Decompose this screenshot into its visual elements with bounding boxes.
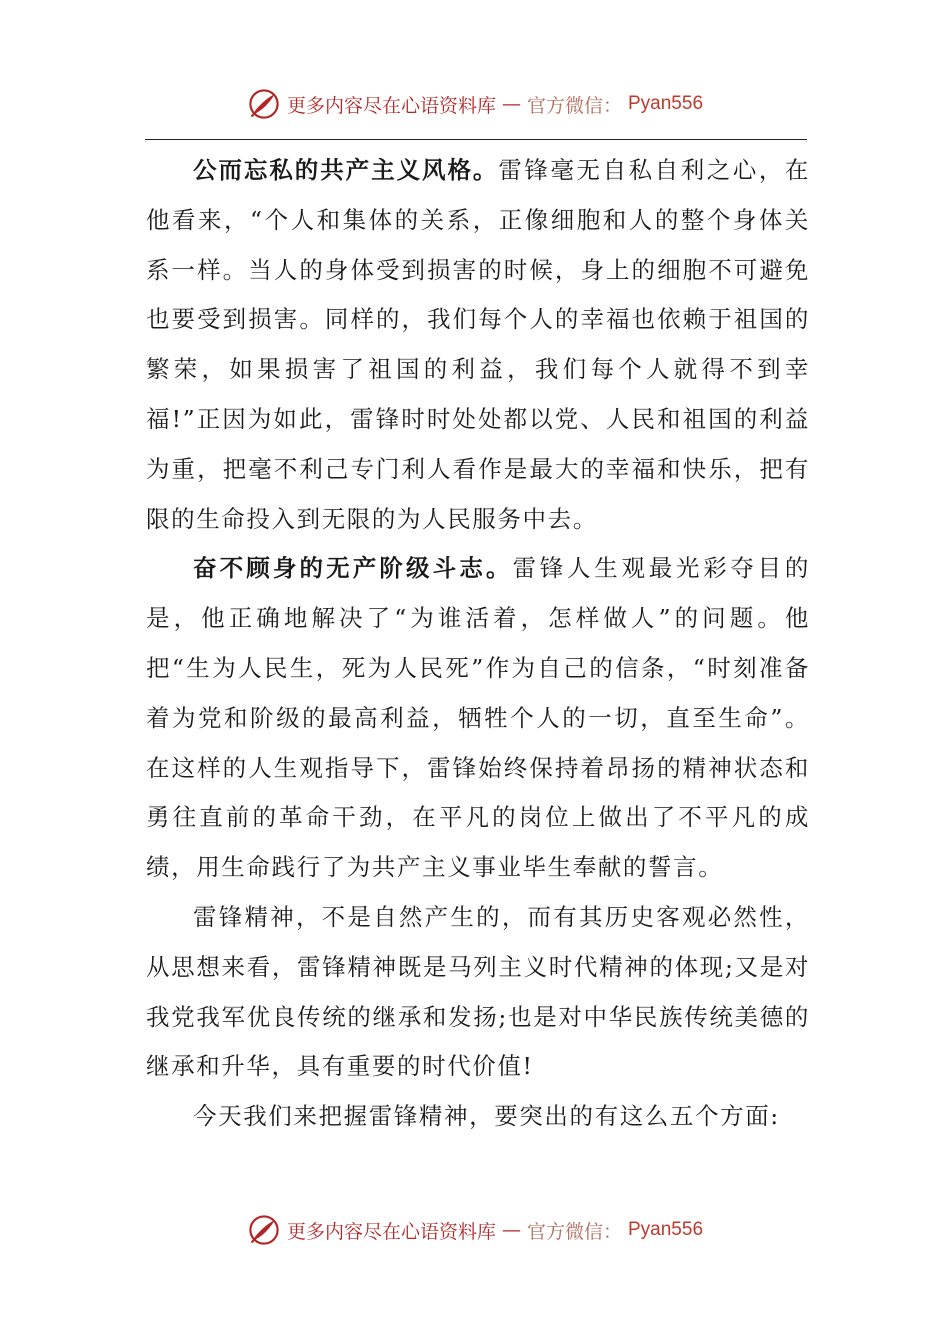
paragraph-1-text: 雷锋毫无自私自利之心，在他看来，“个人和集体的关系，正像细胞和人的整个身体关系一样。当人的身体受到损害的时候，身上的细胞不可避免也要受到损害。同样的，我们每个人的幸福也依赖于祖国的繁荣，如果损害了祖国的利益，我们每个人就得不到幸福!”正因为如此，雷锋时时处处都以党、人民和祖国的利益为重，把毫不利己专门利人看作是最大的幸福和快乐，把有限的生命投入到无限的为人民服务中去。 [146, 156, 810, 533]
paragraph-2-heading: 奋不顾身的无产阶级斗志。 [193, 554, 513, 583]
banner-wechat-id: Pyan556 [628, 93, 704, 114]
paragraph-3-text: 雷锋精神，不是自然产生的，而有其历史客观必然性，从思想来看，雷锋精神既是马列主义时代精神的体现;又是对我党我军优良传统的继承和发扬;也是对中华民族传统美德的继承和升华，具有重要的时代价值! [146, 902, 810, 1081]
footer-banner [0, 1210, 950, 1250]
banner-site-text: 更多内容尽在心语资料库 [286, 94, 496, 117]
header-banner [0, 84, 950, 124]
footer-wechat-label: 官方微信： [526, 1220, 622, 1243]
paragraph-2-text: 雷锋人生观最光彩夺目的是，他正确地解决了“为谁活着，怎样做人”的问题。他把“生为人民生，死为人民死”作为自己的信条，“时刻准备着为党和阶级的最高利益，牺牲个人的一切，直至生命”。在这样的人生观指导下，雷锋始终保持着昂扬的精神状态和勇往直前的革命干劲，在平凡的岗位上做出了不平凡的成绩，用生命践行了为共产主义事业毕生奉献的誓言。 [146, 554, 810, 882]
pen-feather-logo-icon [247, 87, 281, 121]
paragraph-4 [146, 1092, 810, 1142]
paragraph-3 [146, 893, 810, 1092]
footer-site-text: 更多内容尽在心语资料库 [286, 1220, 496, 1243]
banner-wechat-label: 官方微信： [526, 94, 622, 117]
paragraph-1-heading: 公而忘私的共产主义风格。 [193, 156, 499, 184]
document-body [146, 146, 810, 1142]
header-divider [145, 139, 807, 140]
footer-wechat-id: Pyan556 [628, 1219, 704, 1240]
paragraph-1 [146, 146, 810, 544]
footer-dash: — [501, 1219, 521, 1241]
banner-dash: — [501, 93, 521, 115]
paragraph-4-text: 今天我们来把握雷锋精神，要突出的有这么五个方面: [193, 1102, 780, 1131]
pen-feather-logo-icon [247, 1213, 281, 1247]
paragraph-2 [146, 544, 810, 893]
